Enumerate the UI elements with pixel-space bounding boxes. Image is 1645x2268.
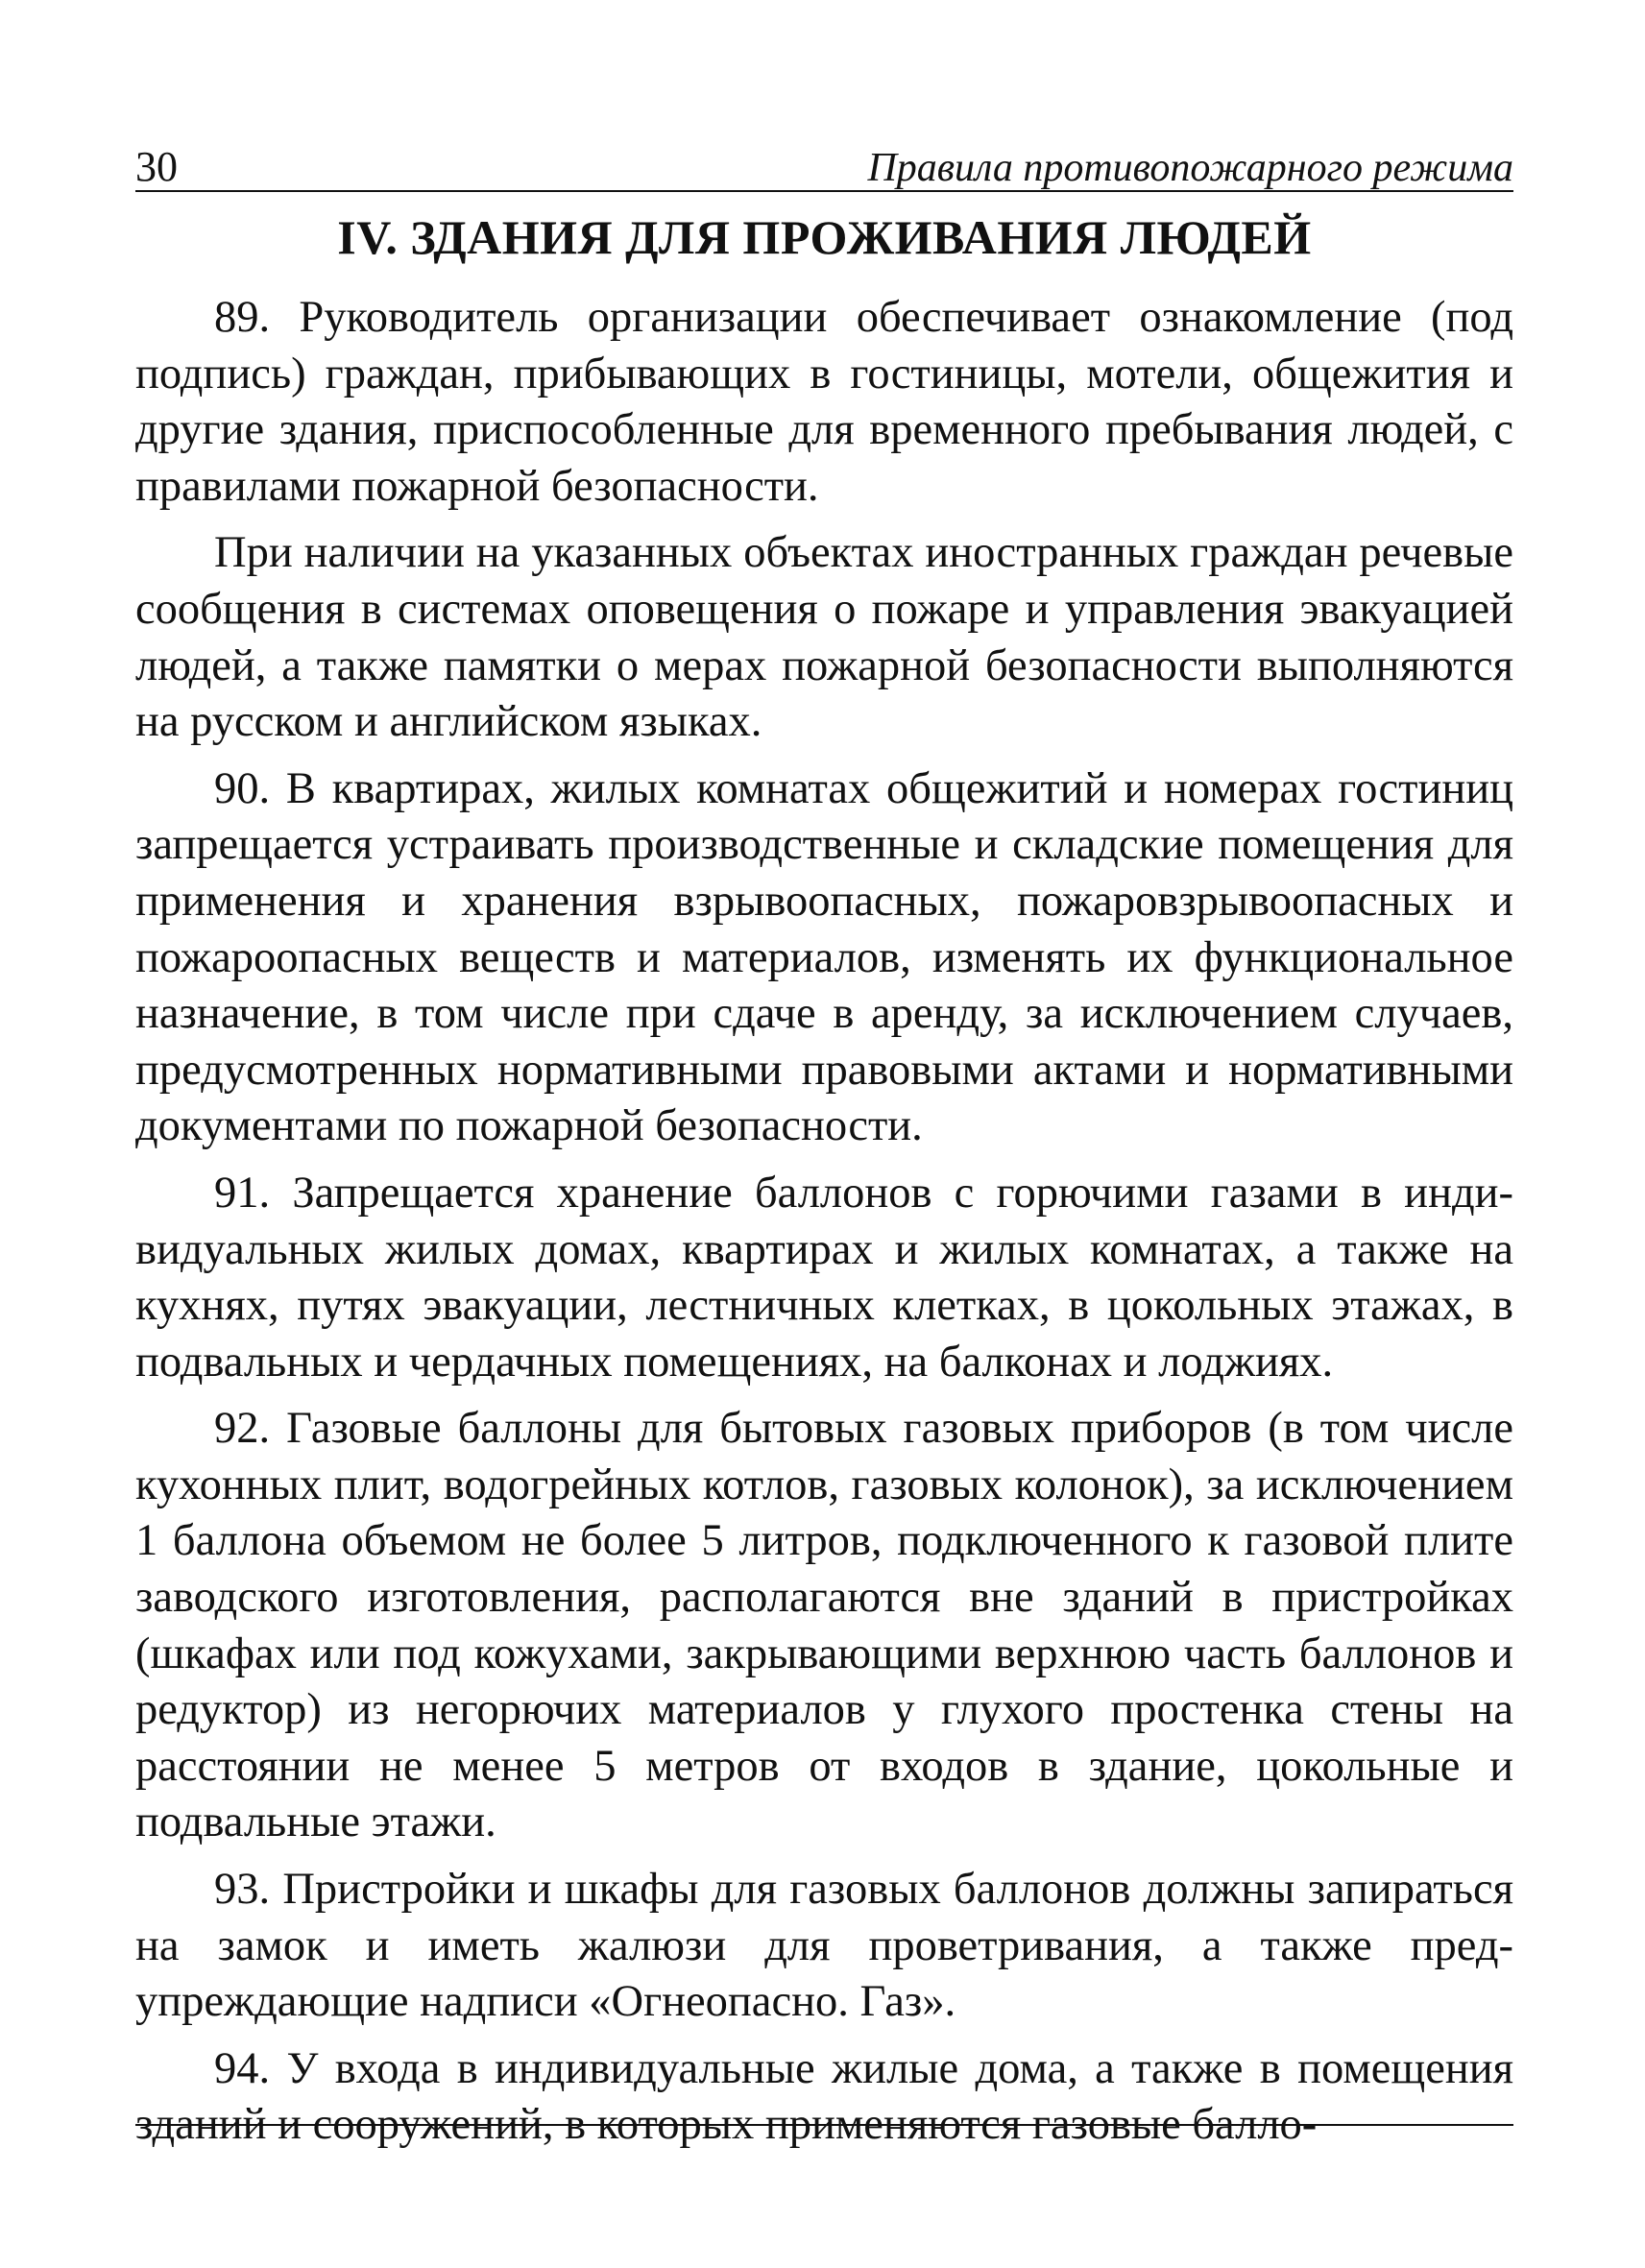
running-title: Правила противопожарного режима [867, 146, 1513, 190]
paragraph-92: 92. Газовые баллоны для бытовых газовых приборов (в том числе кухонных плит, водогрейных котлов, газовых колонок), за исключением 1 баллона объемом не более 5 литров, подключенного к газовой плите заводского изготовления, располагаются вне зданий в пристройках (шкафах или под кожухами, закрывающими верхнюю часть баллонов и редуктор) из негорючих материалов у глухого простенка стены на расстоянии не менее 5 метров от входов в здание, цокольные и подвальные этажи. [135, 1404, 1513, 1847]
paragraph-93: 93. Пристройки и шкафы для газовых баллонов должны запираться на замок и иметь жалюзи для проветривания, а также предупреждающие надписи «Огнеопасно. Газ». [135, 1865, 1513, 2027]
paragraph-91: 91. Запрещается хранение баллонов с горючими газами в индивидуальных жилых домах, квартирах и жилых комнатах, а также на кухнях, путях эвакуации, лестничных клетках, в цокольных этажах, в подвальных и чердачных помещениях, на балконах и лоджиях. [135, 1168, 1513, 1387]
paragraph-89: 89. Руководитель организации обеспечивает ознакомление (под подпись) граждан, прибывающих в гостиницы, мотели, общежития и другие здания, приспособленные для временного пребывания людей, с правилами пожарной безопасности. [135, 293, 1513, 511]
running-header [135, 134, 1513, 192]
body-text [135, 290, 1513, 2154]
document-page [135, 134, 1513, 2154]
paragraph-89-foreign-citizens: При наличии на указанных объектах иностранных граждан речевые сообщения в системах оповещения о пожаре и управления эвакуацией людей, а также памятки о мерах пожарной безопасности выполняются на русском и английском языках. [135, 528, 1513, 747]
footer-rule [135, 2124, 1513, 2126]
chapter-title: IV. ЗДАНИЯ ДЛЯ ПРОЖИВАНИЯ ЛЮДЕЙ [337, 210, 1312, 264]
page-number: 30 [135, 143, 178, 190]
paragraph-94: 94. У входа в индивидуальные жилые дома, а также в помещения зданий и сооружений, в которых применяются газовые балло- [135, 2043, 1513, 2150]
paragraph-90: 90. В квартирах, жилых комнатах общежитий и номерах гостиниц запрещается устраивать производственные и складские помещения для применения и хранения взрывоопасных, пожаровзрывоопасных и пожароопасных веществ и материалов, изменять их функциональное назначение, в том числе при сдаче в аренду, за исключением случаев, предусмотренных нормативными правовыми актами и нормативными документами по пожарной безопасности. [135, 763, 1513, 1151]
